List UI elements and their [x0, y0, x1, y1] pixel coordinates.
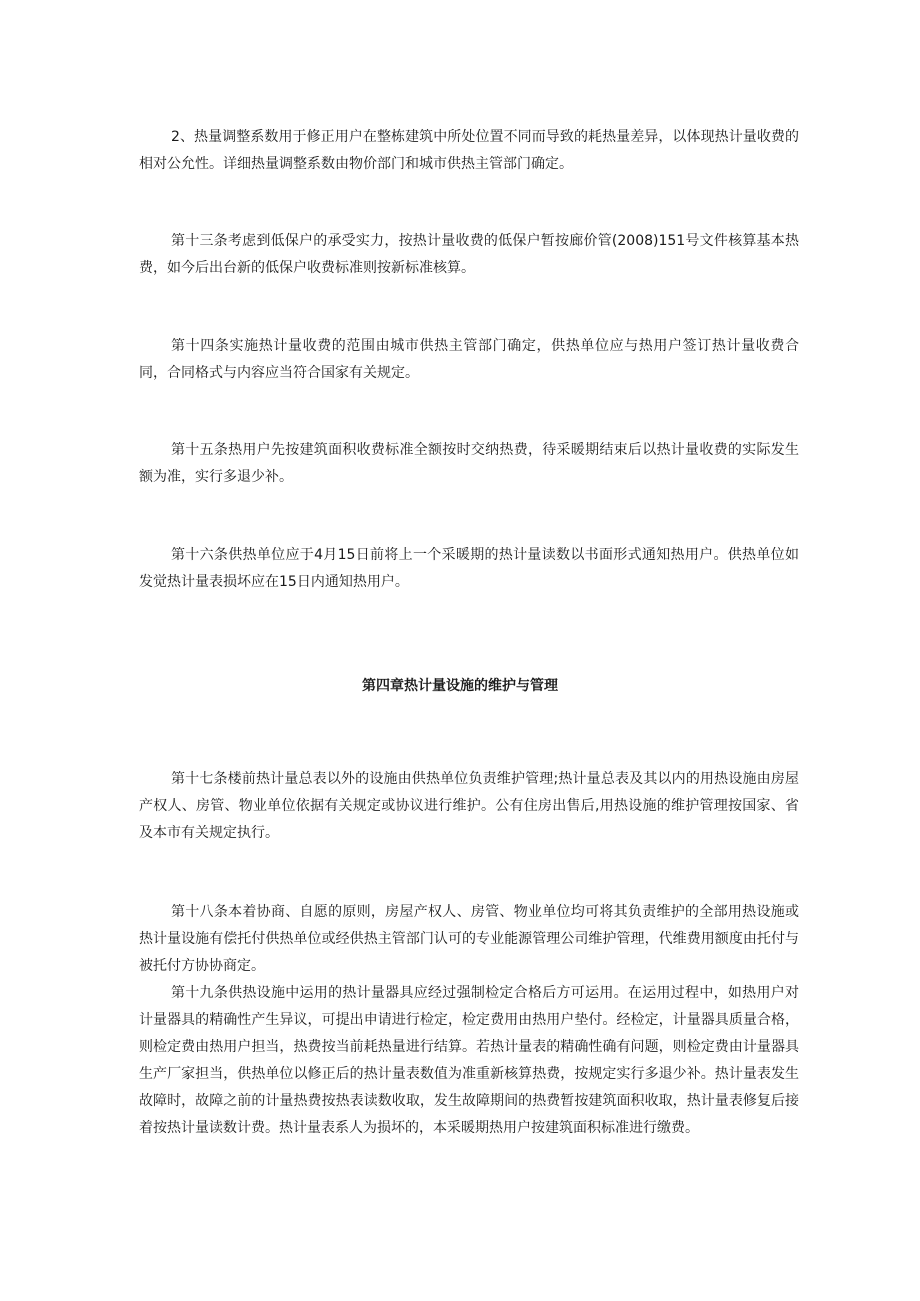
- paragraph-article-15: 第十五条热用户先按建筑面积收费标准全额按时交纳热费，待采暖期结束后以热计量收费的实际发生额为准，实行多退少补。: [139, 442, 799, 485]
- paragraph-article-13: 第十三条考虑到低保户的承受实力，按热计量收费的低保户暂按廊价管(2008)151号文件核算基本热费，如今后出台新的低保户收费标准则按新标准核算。: [139, 233, 799, 276]
- paragraph-heat-adjustment-coefficient: 2、热量调整系数用于修正用户在整栋建筑中所处位置不同而导致的耗热量差异，以体现热计量收费的相对公允性。详细热量调整系数由物价部门和城市供热主管部门确定。: [139, 129, 799, 172]
- paragraph-article-17: 第十七条楼前热计量总表以外的设施由供热单位负责维护管理;热计量总表及其以内的用热设施由房屋产权人、房管、物业单位依据有关规定或协议进行维护。公有住房出售后,用热设施的维护管理按国家、省及本市有关规定执行。: [139, 771, 799, 841]
- paragraph-article-16: 第十六条供热单位应于4月15日前将上一个采暖期的热计量读数以书面形式通知热用户。供热单位如发觉热计量表损坏应在15日内通知热用户。: [139, 547, 799, 590]
- paragraph-article-19: 第十九条供热设施中运用的热计量器具应经过强制检定合格后方可运用。在运用过程中，如热用户对计量器具的精确性产生异议，可提出申请进行检定，检定费用由热用户垫付。经检定，计量器具质量合格，则检定费由热用户担当，热费按当前耗热量进行结算。若热计量表的精确性确有问题，则检定费由计量器具生产厂家担当，供热单位以修正后的热计量表数值为准重新核算热费，按规定实行多退少补。热计量表发生故障时，故障之前的计量热费按热表读数收取，发生故障期间的热费暂按建筑面积收取，热计量表修复后接着按热计量读数计费。热计量表系人为损坏的，本采暖期热用户按建筑面积标准进行缴费。: [139, 985, 799, 1136]
- paragraph-article-14: 第十四条实施热计量收费的范围由城市供热主管部门确定，供热单位应与热用户签订热计量收费合同，合同格式与内容应当符合国家有关规定。: [139, 338, 799, 381]
- chapter-heading: 第四章热计量设施的维护与管理: [362, 678, 558, 694]
- paragraph-article-18: 第十八条本着协商、自愿的原则，房屋产权人、房管、物业单位均可将其负责维护的全部用热设施或热计量设施有偿托付供热单位或经供热主管部门认可的专业能源管理公司维护管理，代维费用额度由托付与被托付方协协商定。: [139, 904, 799, 974]
